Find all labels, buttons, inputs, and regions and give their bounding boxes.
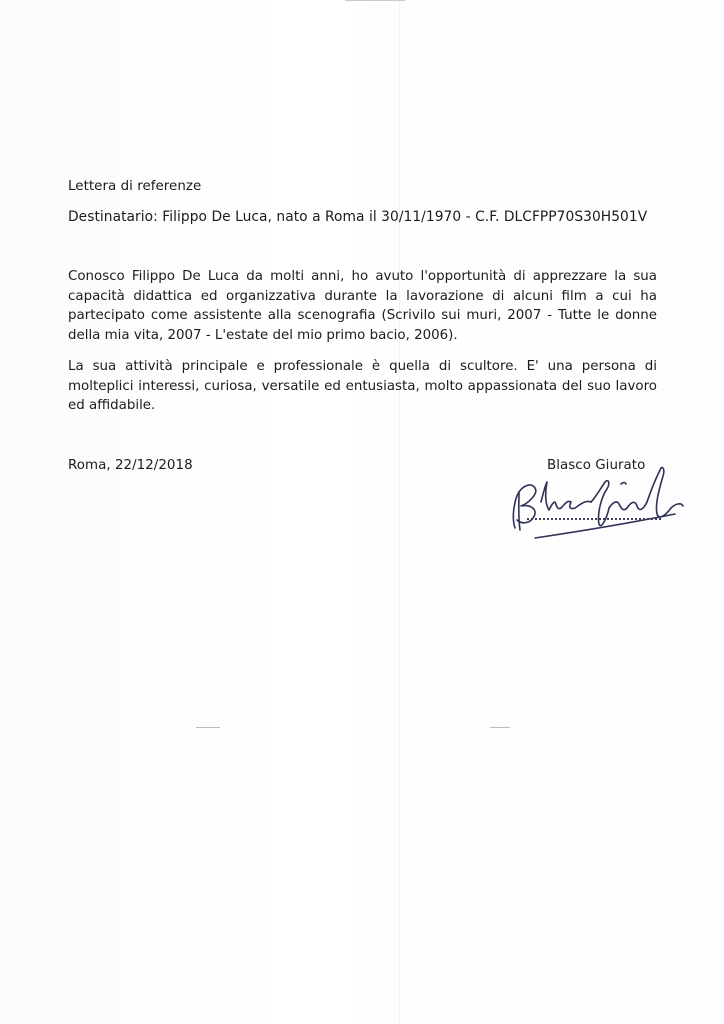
letter-paragraph-2: La sua attività principale e professionale è quella di scultore. E' una persona di molteplici interessi, curiosa, versatile ed entusiasta, molto appassionata del suo lavoro ed affidabile. <box>68 359 657 414</box>
handwritten-signature-icon <box>505 458 685 542</box>
signer-name: Blasco Giurato <box>547 458 646 473</box>
signature-dotted-line <box>527 518 661 520</box>
letter-recipient: Destinatario: Filippo De Luca, nato a Roma il 30/11/1970 - C.F. DLCFPP70S30H501V <box>68 209 648 225</box>
paper-fold-line <box>399 0 400 1024</box>
scan-speck <box>196 727 220 728</box>
scan-speck <box>490 727 510 728</box>
letter-paragraph-1: Conosco Filippo De Luca da molti anni, ho avuto l'opportunità di apprezzare la sua capacità didattica ed organizzativa durante la lavorazione di alcuni film a cui ha partecipato come assistente alla scenografia (Scrivilo sui muri, 2007 - Tutte le donne della mia vita, 2007 - L'estate del mio primo bacio, 2006). <box>68 269 657 343</box>
place-and-date: Roma, 22/12/2018 <box>68 458 193 473</box>
letter-heading: Lettera di referenze <box>68 179 202 194</box>
scan-edge-mark <box>345 0 405 1</box>
